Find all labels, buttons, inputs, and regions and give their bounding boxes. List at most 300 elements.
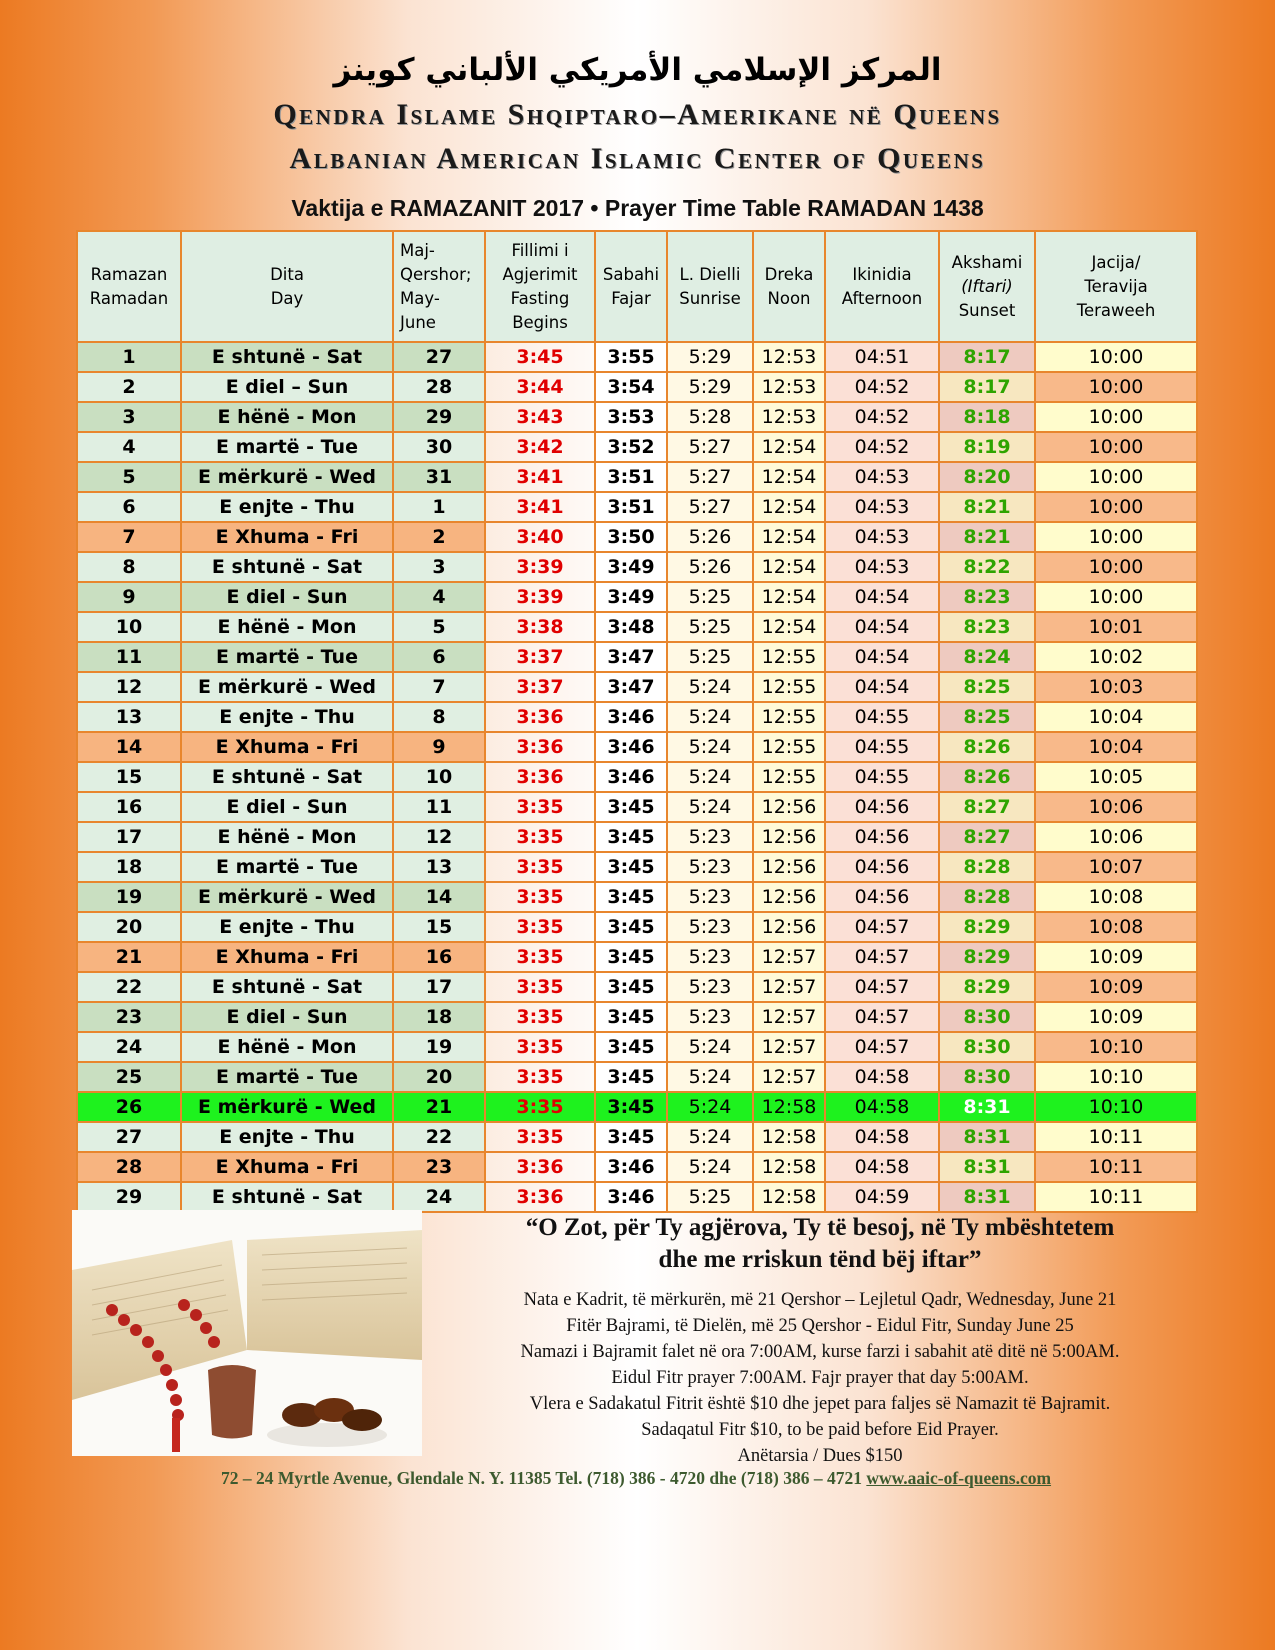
weekday-cell: E hënë - Mon [181,612,393,642]
fajr-cell: 3:53 [595,402,667,432]
fasting-begins-cell: 3:42 [485,432,595,462]
ramadan-day-cell: 21 [77,942,181,972]
taraweeh-cell: 10:01 [1035,612,1197,642]
table-row [77,402,1197,432]
noon-cell: 12:58 [753,1092,825,1122]
weekday-cell: E Xhuma - Fri [181,1152,393,1182]
fasting-begins-cell: 3:43 [485,402,595,432]
col-header-sunset: Akshami (Iftari) Sunset [939,231,1035,342]
sunrise-cell: 5:25 [667,612,753,642]
table-row [77,522,1197,552]
sunrise-cell: 5:23 [667,942,753,972]
sunrise-cell: 5:25 [667,1182,753,1212]
noon-cell: 12:58 [753,1152,825,1182]
col-header-fasting-begins: Fillimi i Agjerimit Fasting Begins [485,231,595,342]
ramadan-day-cell: 11 [77,642,181,672]
fajr-cell: 3:46 [595,732,667,762]
afternoon-cell: 04:53 [825,552,939,582]
afternoon-cell: 04:57 [825,942,939,972]
quote-line-2: dhe me rriskun tënd bëj iftar” [658,1246,982,1273]
photo-illustration [72,1210,422,1456]
fasting-begins-cell: 3:35 [485,1062,595,1092]
ramadan-day-cell: 2 [77,372,181,402]
fajr-cell: 3:45 [595,822,667,852]
fasting-begins-cell: 3:35 [485,942,595,972]
ramadan-day-cell: 13 [77,702,181,732]
sunrise-cell: 5:25 [667,642,753,672]
fasting-begins-cell: 3:36 [485,1182,595,1212]
taraweeh-cell: 10:00 [1035,462,1197,492]
fajr-cell: 3:45 [595,792,667,822]
sunrise-cell: 5:26 [667,522,753,552]
noon-cell: 12:55 [753,762,825,792]
afternoon-cell: 04:55 [825,732,939,762]
weekday-cell: E shtunë - Sat [181,972,393,1002]
ramadan-day-cell: 25 [77,1062,181,1092]
weekday-cell: E shtunë - Sat [181,1182,393,1212]
noon-cell: 12:57 [753,1062,825,1092]
table-row [77,552,1197,582]
weekday-cell: E mërkurë - Wed [181,882,393,912]
table-row [77,732,1197,762]
prayer-timetable [76,230,1198,1213]
ramadan-day-cell: 12 [77,672,181,702]
noon-cell: 12:55 [753,732,825,762]
sunset-cell: 8:20 [939,462,1035,492]
date-cell: 23 [393,1152,485,1182]
sunset-cell: 8:29 [939,912,1035,942]
fajr-cell: 3:46 [595,762,667,792]
ramadan-day-cell: 5 [77,462,181,492]
table-row [77,762,1197,792]
fajr-cell: 3:46 [595,1152,667,1182]
afternoon-cell: 04:57 [825,1032,939,1062]
sunset-cell: 8:17 [939,372,1035,402]
fasting-begins-cell: 3:41 [485,492,595,522]
afternoon-cell: 04:53 [825,462,939,492]
ramadan-day-cell: 17 [77,822,181,852]
ramadan-day-cell: 1 [77,342,181,372]
table-row [77,972,1197,1002]
sunset-cell: 8:30 [939,1002,1035,1032]
timetable-subtitle: Vaktija e RAMAZANIT 2017 • Prayer Time Table RAMADAN 1438 [291,195,984,221]
weekday-cell: E diel - Sun [181,792,393,822]
date-cell: 3 [393,552,485,582]
sunrise-cell: 5:28 [667,402,753,432]
fasting-begins-cell: 3:37 [485,642,595,672]
date-cell: 13 [393,852,485,882]
sunset-cell: 8:26 [939,732,1035,762]
afternoon-cell: 04:58 [825,1152,939,1182]
taraweeh-cell: 10:08 [1035,912,1197,942]
weekday-cell: E mërkurë - Wed [181,462,393,492]
fajr-cell: 3:52 [595,432,667,462]
weekday-cell: E hënë - Mon [181,402,393,432]
date-cell: 31 [393,462,485,492]
note-line: Vlera e Sadakatul Fitrit është $10 dhe jepet para faljes së Namazit të Bajramit. [529,1394,1111,1414]
noon-cell: 12:57 [753,942,825,972]
table-row [77,1092,1197,1122]
taraweeh-cell: 10:06 [1035,792,1197,822]
noon-cell: 12:53 [753,402,825,432]
weekday-cell: E enjte - Thu [181,912,393,942]
fajr-cell: 3:46 [595,1182,667,1212]
afternoon-cell: 04:54 [825,612,939,642]
noon-cell: 12:54 [753,612,825,642]
note-line: Nata e Kadrit, të mërkurën, më 21 Qershor – Lejletul Qadr, Wednesday, June 21 [523,1290,1117,1310]
sunrise-cell: 5:24 [667,1032,753,1062]
fasting-begins-cell: 3:35 [485,1032,595,1062]
fasting-begins-cell: 3:35 [485,1122,595,1152]
taraweeh-cell: 10:09 [1035,1002,1197,1032]
fajr-cell: 3:51 [595,492,667,522]
fajr-cell: 3:45 [595,1062,667,1092]
noon-cell: 12:54 [753,492,825,522]
weekday-cell: E martë - Tue [181,1062,393,1092]
sunset-cell: 8:31 [939,1152,1035,1182]
fajr-cell: 3:45 [595,1002,667,1032]
ramadan-day-cell: 15 [77,762,181,792]
noon-cell: 12:56 [753,792,825,822]
noon-cell: 12:57 [753,972,825,1002]
sunrise-cell: 5:24 [667,1062,753,1092]
date-cell: 7 [393,672,485,702]
sunset-cell: 8:25 [939,672,1035,702]
ramadan-day-cell: 10 [77,612,181,642]
afternoon-cell: 04:56 [825,852,939,882]
sunset-cell: 8:25 [939,702,1035,732]
date-cell: 14 [393,882,485,912]
quote-line-1: “O Zot, për Ty agjërova, Ty të besoj, në Ty mbështetem [525,1214,1115,1241]
afternoon-cell: 04:55 [825,702,939,732]
fajr-cell: 3:48 [595,612,667,642]
ramadan-day-cell: 14 [77,732,181,762]
afternoon-cell: 04:56 [825,792,939,822]
sunrise-cell: 5:29 [667,342,753,372]
fasting-begins-cell: 3:40 [485,522,595,552]
weekday-cell: E martë - Tue [181,852,393,882]
prayer-quote [440,1212,1200,1276]
noon-cell: 12:55 [753,702,825,732]
noon-cell: 12:55 [753,642,825,672]
fajr-cell: 3:49 [595,582,667,612]
weekday-cell: E hënë - Mon [181,1032,393,1062]
fajr-cell: 3:45 [595,912,667,942]
afternoon-cell: 04:54 [825,642,939,672]
date-cell: 21 [393,1092,485,1122]
date-cell: 17 [393,972,485,1002]
table-row [77,882,1197,912]
fasting-begins-cell: 3:36 [485,762,595,792]
fajr-cell: 3:55 [595,342,667,372]
ramadan-day-cell: 29 [77,1182,181,1212]
taraweeh-cell: 10:03 [1035,672,1197,702]
date-cell: 30 [393,432,485,462]
taraweeh-cell: 10:08 [1035,882,1197,912]
date-cell: 1 [393,492,485,522]
afternoon-cell: 04:57 [825,912,939,942]
col-header-afternoon: Ikinidia Afternoon [825,231,939,342]
title-english: Albanian American Islamic Center of Queens [289,142,986,175]
weekday-cell: E shtunë - Sat [181,342,393,372]
fajr-cell: 3:50 [595,522,667,552]
weekday-cell: E shtunë - Sat [181,552,393,582]
note-line: Fitër Bajrami, të Dielën, më 25 Qershor - Eidul Fitr, Sunday June 25 [566,1316,1074,1336]
sunset-cell: 8:30 [939,1062,1035,1092]
fajr-cell: 3:45 [595,1092,667,1122]
ramadan-day-cell: 16 [77,792,181,822]
sunrise-cell: 5:27 [667,432,753,462]
table-header-row [77,231,1197,342]
afternoon-cell: 04:57 [825,972,939,1002]
sunrise-cell: 5:24 [667,792,753,822]
weekday-cell: E diel - Sun [181,1002,393,1032]
date-cell: 22 [393,1122,485,1152]
taraweeh-cell: 10:00 [1035,432,1197,462]
fajr-cell: 3:49 [595,552,667,582]
taraweeh-cell: 10:00 [1035,552,1197,582]
noon-cell: 12:53 [753,342,825,372]
taraweeh-cell: 10:00 [1035,342,1197,372]
date-cell: 2 [393,522,485,552]
sunrise-cell: 5:23 [667,882,753,912]
noon-cell: 12:54 [753,582,825,612]
date-cell: 19 [393,1032,485,1062]
afternoon-cell: 04:52 [825,432,939,462]
sunrise-cell: 5:23 [667,972,753,1002]
note-line: Sadaqatul Fitr $10, to be paid before Eid Prayer. [641,1420,999,1440]
ramadan-day-cell: 27 [77,1122,181,1152]
fasting-begins-cell: 3:35 [485,1092,595,1122]
taraweeh-cell: 10:00 [1035,372,1197,402]
ramadan-day-cell: 3 [77,402,181,432]
col-header-day: Dita Day [181,231,393,342]
weekday-cell: E martë - Tue [181,432,393,462]
taraweeh-cell: 10:00 [1035,522,1197,552]
sunrise-cell: 5:25 [667,582,753,612]
table-row [77,492,1197,522]
noon-cell: 12:54 [753,552,825,582]
date-cell: 9 [393,732,485,762]
noon-cell: 12:57 [753,1002,825,1032]
website-link[interactable]: www.aaic-of-queens.com [866,1468,1052,1488]
sunset-cell: 8:30 [939,1032,1035,1062]
weekday-cell: E diel - Sun [181,582,393,612]
weekday-cell: E Xhuma - Fri [181,732,393,762]
fasting-begins-cell: 3:36 [485,732,595,762]
table-body [77,342,1197,1212]
afternoon-cell: 04:54 [825,582,939,612]
ramadan-day-cell: 20 [77,912,181,942]
date-cell: 18 [393,1002,485,1032]
fajr-cell: 3:54 [595,372,667,402]
taraweeh-cell: 10:10 [1035,1032,1197,1062]
col-header-noon: Dreka Noon [753,231,825,342]
table-row [77,672,1197,702]
table-row [77,942,1197,972]
col-header-sunrise: L. Dielli Sunrise [667,231,753,342]
fasting-begins-cell: 3:35 [485,822,595,852]
sunset-cell: 8:29 [939,942,1035,972]
sunset-cell: 8:31 [939,1182,1035,1212]
taraweeh-cell: 10:00 [1035,402,1197,432]
taraweeh-cell: 10:04 [1035,702,1197,732]
ramadan-day-cell: 7 [77,522,181,552]
date-cell: 16 [393,942,485,972]
date-cell: 8 [393,702,485,732]
sunset-cell: 8:31 [939,1092,1035,1122]
fasting-begins-cell: 3:37 [485,672,595,702]
quran-prayer-beads-photo [72,1210,422,1456]
ramadan-day-cell: 4 [77,432,181,462]
table-row [77,432,1197,462]
sunset-cell: 8:24 [939,642,1035,672]
date-cell: 10 [393,762,485,792]
noon-cell: 12:58 [753,1122,825,1152]
fajr-cell: 3:45 [595,942,667,972]
date-cell: 4 [393,582,485,612]
col-header-ramadan: Ramazan Ramadan [77,231,181,342]
date-cell: 24 [393,1182,485,1212]
weekday-cell: E mërkurë - Wed [181,672,393,702]
sunrise-cell: 5:29 [667,372,753,402]
fajr-cell: 3:51 [595,462,667,492]
afternoon-cell: 04:58 [825,1092,939,1122]
sunrise-cell: 5:24 [667,762,753,792]
afternoon-cell: 04:52 [825,372,939,402]
weekday-cell: E enjte - Thu [181,702,393,732]
afternoon-cell: 04:52 [825,402,939,432]
ramadan-day-cell: 19 [77,882,181,912]
sunset-cell: 8:23 [939,612,1035,642]
date-cell: 28 [393,372,485,402]
sunrise-cell: 5:23 [667,852,753,882]
taraweeh-cell: 10:07 [1035,852,1197,882]
weekday-cell: E martë - Tue [181,642,393,672]
afternoon-cell: 04:55 [825,762,939,792]
fajr-cell: 3:47 [595,642,667,672]
ramadan-day-cell: 24 [77,1032,181,1062]
taraweeh-cell: 10:06 [1035,822,1197,852]
sunset-cell: 8:29 [939,972,1035,1002]
weekday-cell: E hënë - Mon [181,822,393,852]
weekday-cell: E diel – Sun [181,372,393,402]
table-row [77,1002,1197,1032]
sunset-cell: 8:18 [939,402,1035,432]
afternoon-cell: 04:56 [825,882,939,912]
col-header-date: Maj- Qershor; May- June [393,231,485,342]
sunrise-cell: 5:23 [667,912,753,942]
footer-contact [76,1468,1196,1489]
sunset-cell: 8:31 [939,1122,1035,1152]
table-row [77,342,1197,372]
sunset-cell: 8:26 [939,762,1035,792]
noon-cell: 12:56 [753,912,825,942]
noon-cell: 12:58 [753,1182,825,1212]
sunrise-cell: 5:23 [667,1002,753,1032]
date-cell: 20 [393,1062,485,1092]
date-cell: 29 [393,402,485,432]
ramadan-day-cell: 9 [77,582,181,612]
fajr-cell: 3:45 [595,1032,667,1062]
sunrise-cell: 5:27 [667,462,753,492]
sunset-cell: 8:21 [939,492,1035,522]
afternoon-cell: 04:59 [825,1182,939,1212]
fajr-cell: 3:45 [595,852,667,882]
taraweeh-cell: 10:05 [1035,762,1197,792]
fasting-begins-cell: 3:44 [485,372,595,402]
afternoon-cell: 04:54 [825,672,939,702]
fasting-begins-cell: 3:36 [485,702,595,732]
taraweeh-cell: 10:10 [1035,1092,1197,1122]
sunrise-cell: 5:24 [667,702,753,732]
sunset-cell: 8:27 [939,792,1035,822]
taraweeh-cell: 10:11 [1035,1122,1197,1152]
ramadan-day-cell: 22 [77,972,181,1002]
fasting-begins-cell: 3:39 [485,582,595,612]
fajr-cell: 3:46 [595,702,667,732]
table-row [77,1122,1197,1152]
table-row [77,1182,1197,1212]
sunset-cell: 8:22 [939,552,1035,582]
afternoon-cell: 04:57 [825,1002,939,1032]
ramadan-day-cell: 23 [77,1002,181,1032]
table-row [77,1032,1197,1062]
weekday-cell: E Xhuma - Fri [181,942,393,972]
afternoon-cell: 04:58 [825,1062,939,1092]
ramadan-day-cell: 6 [77,492,181,522]
ramadan-day-cell: 26 [77,1092,181,1122]
weekday-cell: E enjte - Thu [181,1122,393,1152]
fasting-begins-cell: 3:35 [485,1002,595,1032]
fasting-begins-cell: 3:35 [485,882,595,912]
taraweeh-cell: 10:09 [1035,972,1197,1002]
arabic-title: المركز الإسلامي الأمريكي الألباني كوينز [333,52,942,88]
date-cell: 12 [393,822,485,852]
taraweeh-cell: 10:02 [1035,642,1197,672]
fasting-begins-cell: 3:41 [485,462,595,492]
noon-cell: 12:55 [753,672,825,702]
sunrise-cell: 5:23 [667,822,753,852]
noon-cell: 12:54 [753,432,825,462]
table-row [77,702,1197,732]
footer-address: 72 – 24 Myrtle Avenue, Glendale N. Y. 11385 Tel. (718) 386 - 4720 dhe (718) 386 – 4721 [220,1468,867,1488]
col-header-fajr: Sabahi Fajar [595,231,667,342]
col-header-taraweeh: Jacija/ Teravija Teraweeh [1035,231,1197,342]
sunset-cell: 8:17 [939,342,1035,372]
ramadan-day-cell: 28 [77,1152,181,1182]
noon-cell: 12:54 [753,522,825,552]
afternoon-cell: 04:53 [825,492,939,522]
date-cell: 6 [393,642,485,672]
taraweeh-cell: 10:09 [1035,942,1197,972]
taraweeh-cell: 10:11 [1035,1152,1197,1182]
fajr-cell: 3:47 [595,672,667,702]
taraweeh-cell: 10:04 [1035,732,1197,762]
sunset-cell: 8:27 [939,822,1035,852]
table-row [77,792,1197,822]
weekday-cell: E mërkurë - Wed [181,1092,393,1122]
sunrise-cell: 5:24 [667,672,753,702]
date-cell: 15 [393,912,485,942]
taraweeh-cell: 10:00 [1035,492,1197,522]
sunset-cell: 8:19 [939,432,1035,462]
fasting-begins-cell: 3:35 [485,912,595,942]
note-line: Anëtarsia / Dues $150 [737,1446,903,1466]
fajr-cell: 3:45 [595,972,667,1002]
sunset-cell: 8:23 [939,582,1035,612]
sunrise-cell: 5:26 [667,552,753,582]
